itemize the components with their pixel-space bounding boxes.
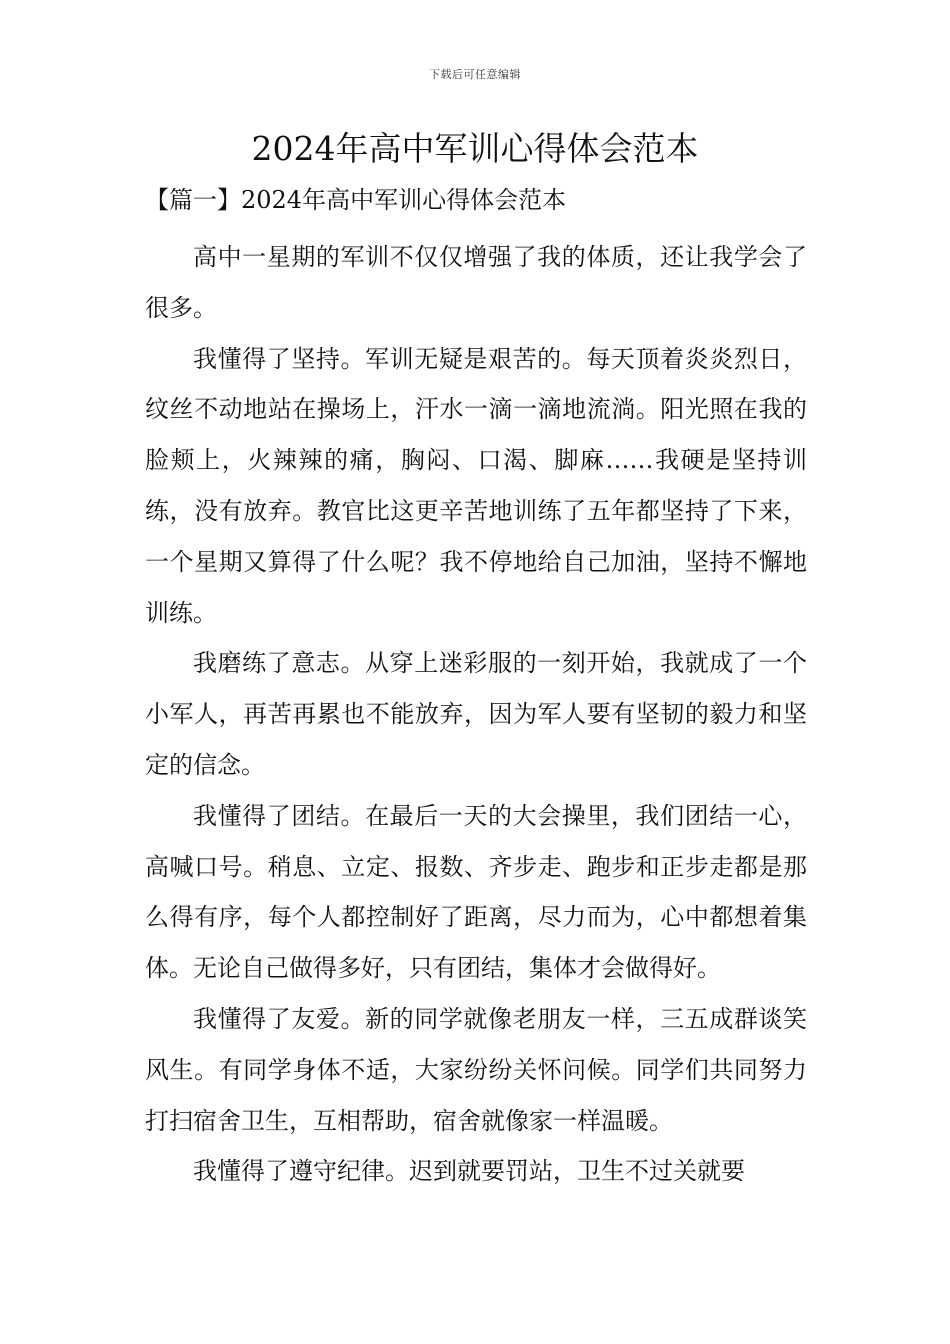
paragraph-intro: 高中一星期的军训不仅仅增强了我的体质，还让我学会了很多。: [145, 243, 807, 322]
paragraph-willpower: 我磨练了意志。从穿上迷彩服的一刻开始，我就成了一个小军人，再苦再累也不能放弃，因为军人要有坚韧的毅力和坚定的信念。: [145, 649, 807, 779]
paragraph-friendship: 我懂得了友爱。新的同学就像老朋友一样，三五成群谈笑风生。有同学身体不适，大家纷纷关怀问候。同学们共同努力打扫宿舍卫生，互相帮助，宿舍就像家一样温暖。: [145, 1004, 807, 1135]
paragraph-discipline: 我懂得了遵守纪律。迟到就要罚站，卫生不过关就要: [193, 1157, 745, 1186]
paragraph-unity: 我懂得了团结。在最后一天的大会操里，我们团结一心，高喊口号。稍息、立定、报数、齐步走、跑步和正步走都是那么得有序，每个人都控制好了距离，尽力而为，心中都想着集体。无论自己做得多好，只有团结，集体才会做得好。: [145, 801, 807, 983]
document-body: [145, 178, 807, 1197]
header-note: 下载后可任意编辑: [429, 68, 521, 81]
paragraph-persistence: 我懂得了坚持。军训无疑是艰苦的。每天顶着炎炎烈日，纹丝不动地站在操场上，汗水一滴一滴地流淌。阳光照在我的脸颊上，火辣辣的痛，胸闷、口渴、脚麻……我硬是坚持训练，没有放弃。教官比这更辛苦地训练了五年都坚持了下来，一个星期又算得了什么呢？我不停地给自己加油，坚持不懈地训练。: [145, 344, 807, 627]
section-heading: 【篇一】2024年高中军训心得体会范本: [145, 186, 567, 214]
document-title: 2024年高中军训心得体会范本: [251, 129, 699, 168]
